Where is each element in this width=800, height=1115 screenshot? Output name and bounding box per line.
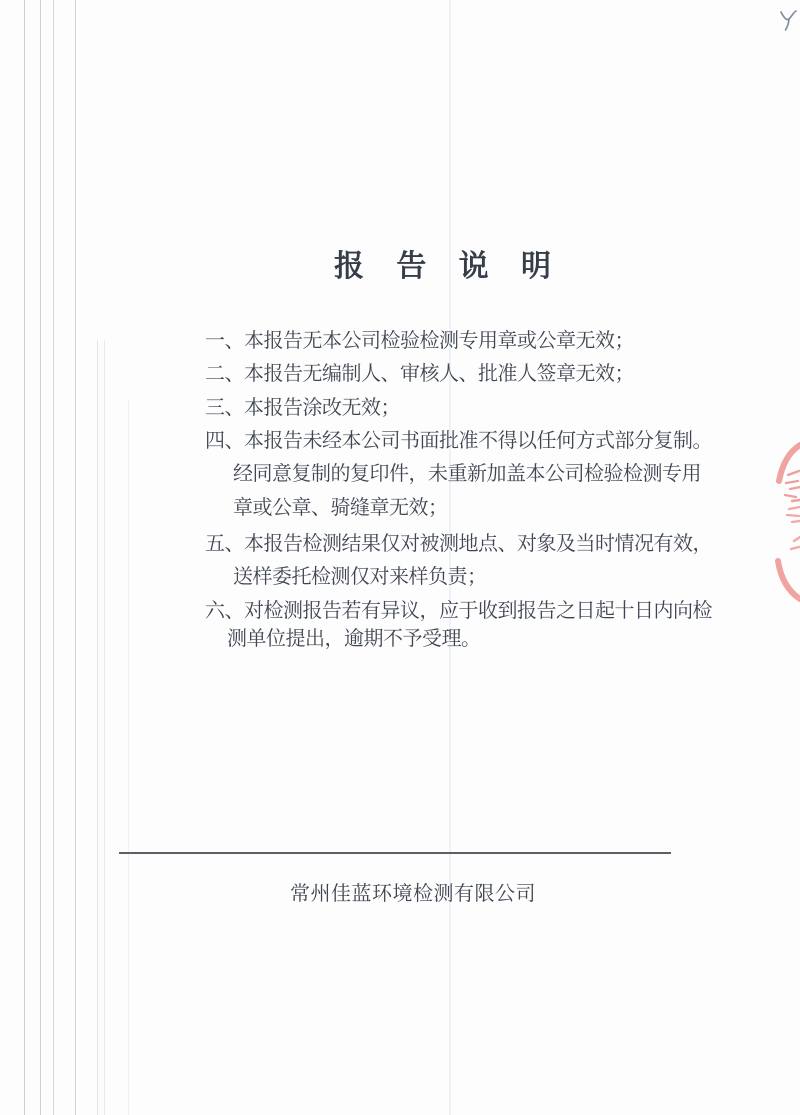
page-edge-line — [75, 0, 76, 1115]
scan-fold-line — [449, 0, 451, 1115]
page-edge-line — [104, 340, 105, 1115]
pen-mark — [780, 10, 798, 32]
page-edge-line — [40, 0, 41, 1115]
page-edge-line — [128, 400, 129, 1115]
partial-seal-stamp-icon — [772, 437, 800, 609]
note-line-6: 章或公章、骑缝章无效； — [233, 497, 448, 519]
page-edge-line — [97, 340, 98, 1115]
note-line-9: 六、对检测报告若有异议，应于收到报告之日起十日内向检 — [205, 600, 712, 622]
note-line-2: 二、本报告无编制人、审核人、批准人签章无效； — [205, 363, 634, 385]
page-title: 报 告 说 明 — [334, 250, 564, 283]
note-line-10: 测单位提出，逾期不予受理。 — [227, 628, 481, 650]
page-edge-line — [53, 0, 54, 1115]
note-line-5: 经同意复制的复印件，未重新加盖本公司检验检测专用 — [233, 463, 701, 485]
note-line-3: 三、本报告涂改无效； — [205, 397, 400, 419]
note-line-8: 送样委托检测仅对来样负责； — [233, 566, 487, 588]
note-line-1: 一、本报告无本公司检验检测专用章或公章无效； — [205, 330, 634, 352]
page-edge-line — [24, 0, 25, 1115]
note-line-7: 五、本报告检测结果仅对被测地点、对象及当时情况有效， — [205, 533, 712, 555]
note-line-4: 四、本报告未经本公司书面批准不得以任何方式部分复制。 — [205, 430, 712, 452]
footer-rule — [119, 852, 671, 854]
company-name: 常州佳蓝环境检测有限公司 — [290, 883, 536, 905]
